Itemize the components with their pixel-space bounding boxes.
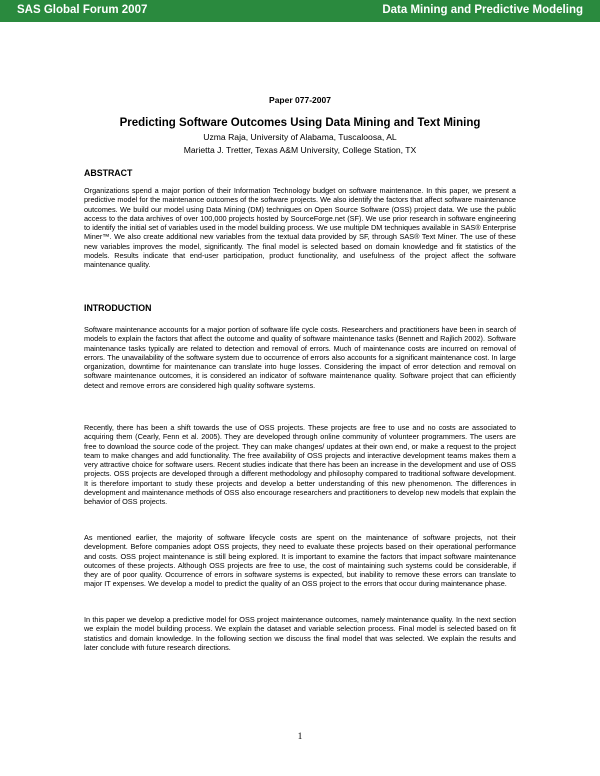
intro-paragraph-3: As mentioned earlier, the majority of software lifecycle costs are spent on the maintenance of software projects, not their development. Before companies adopt OSS projects, they need to evaluate these projects based on their operational performance and costs. OSS project maintenance is still being explored. It is important to examine the factors that impact software maintenance outcomes of these projects. Although OSS projects are free to use, the cost of maintaining such systems could be considerable, if they are of poor quality. Occurrence of errors in software systems is expected, but inability to remove these errors can translate to major IT expenses. We develop a model to predict the quality of an OSS project to the errors that occur during maintenance phase. [84, 533, 516, 589]
author-2: Marietta J. Tretter, Texas A&M University, College Station, TX [183, 145, 417, 155]
author-1: Uzma Raja, University of Alabama, Tuscaloosa, AL [203, 132, 397, 142]
section-track: Data Mining and Predictive Modeling [382, 4, 583, 16]
paper-number: Paper 077-2007 [269, 95, 331, 105]
header-bar [0, 0, 600, 22]
intro-paragraph-1: Software maintenance accounts for a major portion of software life cycle costs. Researchers and practitioners have been in search of models to explain the factors that affect the outcome and quality of software maintenance tasks (Bennett and Rajlich 2002). Software maintenance tasks typically are related to detection and removal of errors. Much of maintenance costs are incurred on removal of errors. The unavailability of the software system due to occurrence of errors also accounts for a significant maintenance cost. In large organization, downtime for maintenance can translate into huge losses. Considering the impact of error detection and removal on software maintenance outcomes, it is considered an indicator of software maintenance quality. Software project that can efficiently detect and remove errors are considered high quality software systems. [84, 325, 516, 390]
intro-paragraph-4: In this paper we develop a predictive model for OSS project maintenance outcomes, namely maintenance quality. In the next section we explain the model building process. We explain the dataset and variable selection process. Final model is selected based on fit statistics and domain knowledge. In the following section we discuss the final model that was selected. We explain the results and later conclude with future research directions. [84, 615, 516, 652]
abstract-text: Organizations spend a major portion of their Information Technology budget on software maintenance. In this paper, we present a predictive model for the maintenance outcomes of the software projects. We also identify the factors that affect software maintenance outcomes. We build our model using Data Mining (DM) techniques on Open Source Software (OSS) project data. We use the public access to the data archives of over 100,000 projects hosted by SourceForge.net (SF). We use prior research in software engineering to identify the initial set of variables used in the model building process. We use multiple DM techniques available in SAS® Enterprise Miner™. We also create additional new variables from the textual data provided by SF, through SAS® Text Miner. The use of these new variables improves the model, significantly. The final model is selected based on domain knowledge and fit statistics of the models. Results indicate that end-user participation, product functionality, and usefulness of the project affect the software maintenance quality. [84, 186, 516, 270]
introduction-heading: INTRODUCTION [84, 303, 152, 313]
intro-paragraph-2: Recently, there has been a shift towards the use of OSS projects. These projects are free to use and no costs are associated to acquiring them (Cearly, Fenn et al. 2005). They are developed through online community of volunteer programmers. The users are free to download the source code of the project. They can make changes/ updates at their own end, or make a request to the project team to make changes and add functionality. The free availability of OSS projects and interactive development teams makes them a very attractive choice for software users. Recent studies indicate that there has been an increase in the development and use of OSS projects. OSS projects are developed through a different methodology and philosophy compared to traditional software development. It is therefore important to study these projects and develop a better understanding of this new phenomenon. The differences in development and maintenance methods of OSS also encourage researchers and practitioners to develop new models that explain the behavior of OSS projects. [84, 423, 516, 507]
paper-title: Predicting Software Outcomes Using Data Mining and Text Mining [119, 117, 481, 129]
abstract-heading: ABSTRACT [84, 168, 133, 178]
conference-name: SAS Global Forum 2007 [17, 4, 148, 16]
page-number: 1 [297, 732, 303, 742]
